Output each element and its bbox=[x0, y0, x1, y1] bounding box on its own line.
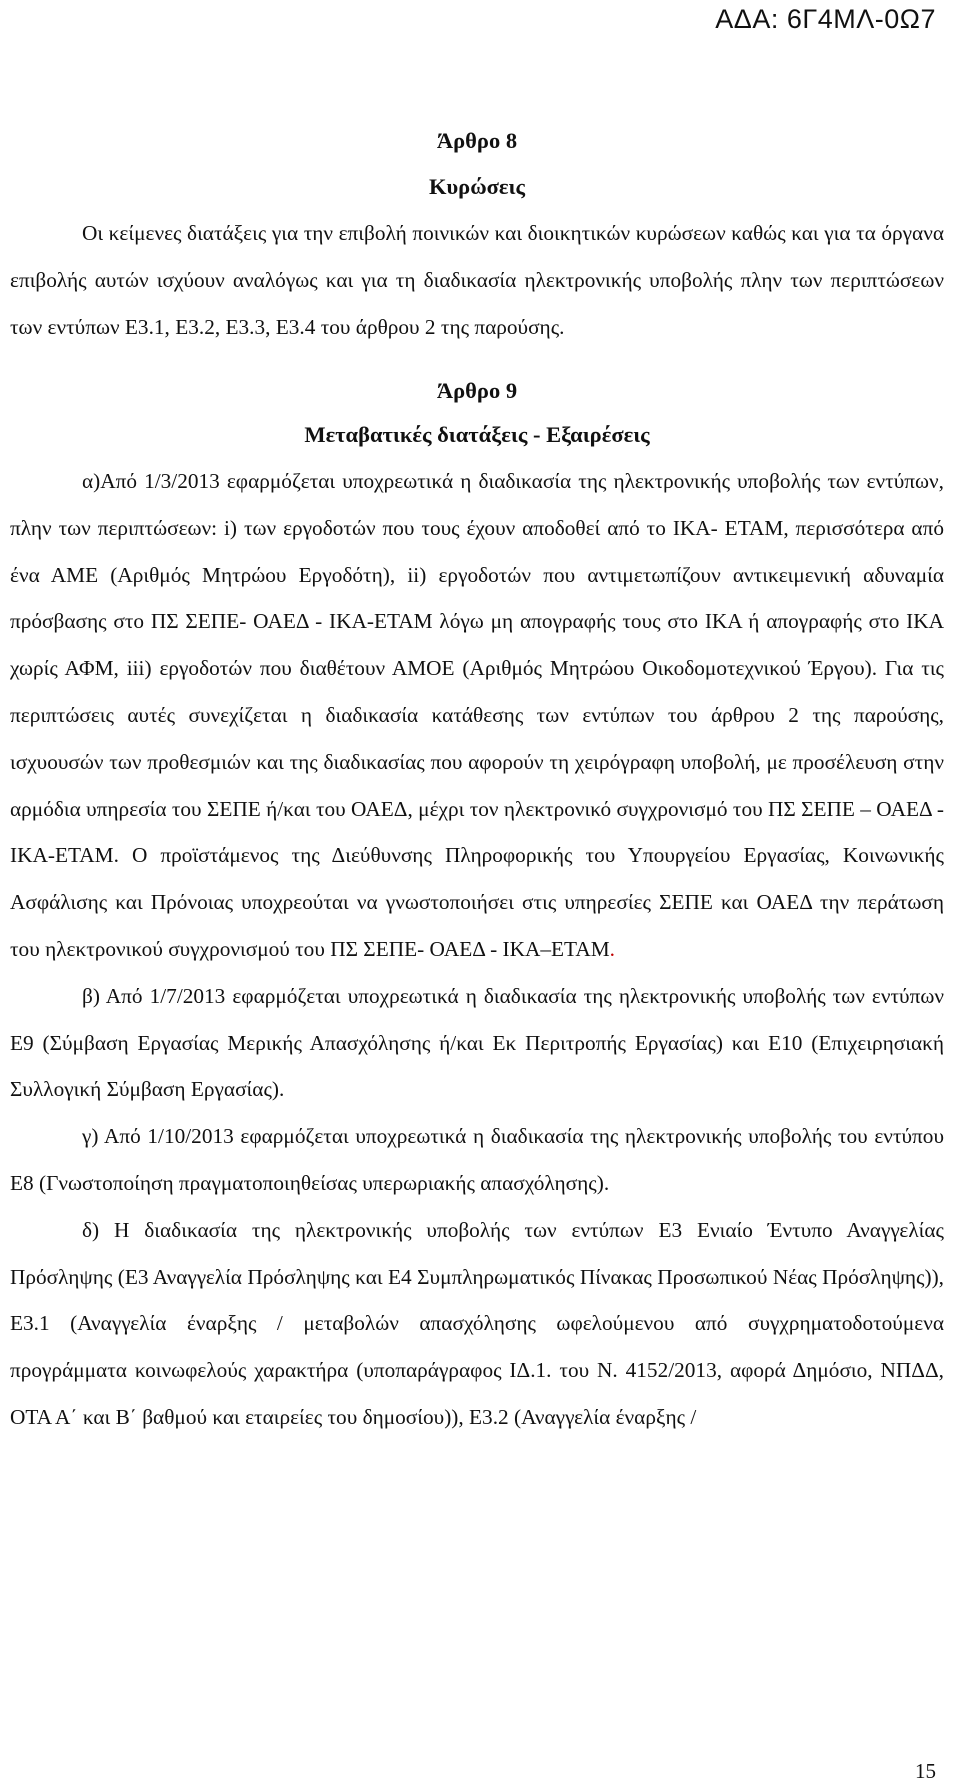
article-9-text bbox=[10, 458, 944, 1441]
article-9-number: Άρθρο 9 bbox=[436, 378, 518, 403]
article-9-title: Μεταβατικές διατάξεις - Εξαιρέσεις bbox=[304, 422, 650, 447]
paragraph-a-end: . bbox=[609, 936, 615, 961]
page-number: 15 bbox=[915, 1759, 936, 1783]
article-8-text bbox=[10, 210, 944, 350]
paragraph-c: γ) Από 1/10/2013 εφαρμόζεται υποχρεωτικά η διαδικασία της ηλεκτρονικής υποβολής του εντύπου Ε8 (Γνωστοποίηση πραγματοποιηθείσας υπερωριακής απασχόλησης). bbox=[10, 1124, 944, 1195]
ada-code: ΑΔΑ: 6Γ4ΜΛ-0Ω7 bbox=[715, 4, 936, 34]
paragraph-d: δ) Η διαδικασία της ηλεκτρονικής υποβολής των εντύπων Ε3 Ενιαίο Έντυπο Αναγγελίας Πρόσληψης (Ε3 Αναγγελία Πρόσληψης και Ε4 Συμπληρωματικός Πίνακας Προσωπικού Νέας Πρόσληψης)), Ε3.1 (Αναγγελία έναρξης / μεταβολών απασχόλησης ωφελούμενου από συγχρηματοδοτούμενα προγράμματα κοινωφελούς χαρακτήρα (υποπαράγραφος ΙΔ.1. του Ν. 4152/2013, αφορά Δημόσιο, ΝΠΔΔ, ΟΤΑ Α΄ και Β΄ βαθμού και εταιρείες του δημοσίου)), Ε3.2 (Αναγγελία έναρξης / bbox=[10, 1217, 944, 1429]
paragraph-a bbox=[10, 458, 944, 973]
paragraph-a-text: α)Από 1/3/2013 εφαρμόζεται υποχρεωτικά η διαδικασία της ηλεκτρονικής υποβολής των εντύπων, πλην των περιπτώσεων: i) των εργοδοτών που τους έχουν αποδοθεί από το ΙΚΑ- ΕΤΑΜ, περισσότερα από ένα ΑΜΕ (Αριθμός Μητρώου Εργοδότη), ii) εργοδοτών που αντιμετωπίζουν αντικειμενική αδυναμία πρόσβασης στο ΠΣ ΣΕΠΕ- ΟΑΕΔ - ΙΚΑ-ΕΤΑΜ λόγω μη απογραφής τους στο ΙΚΑ ή απογραφής στο ΙΚΑ χωρίς ΑΦΜ, iii) εργοδοτών που διαθέτουν ΑΜΟΕ (Αριθμός Μητρώου Οικοδομοτεχνικού Έργου). Για τις περιπτώσεις αυτές συνεχίζεται η διαδικασία κατάθεσης των εντύπων του άρθρου 2 της παρούσης, ισχυουσών των προθεσμιών και της διαδικασίας που αφορούν τη χειρόγραφη υποβολή, με προσέλευση στην αρμόδια υπηρεσία του ΣΕΠΕ ή/και του ΟΑΕΔ, μέχρι τον ηλεκτρονικό συγχρονισμό του ΠΣ ΣΕΠΕ – ΟΑΕΔ - ΙΚΑ-ΕΤΑΜ. Ο προϊστάμενος της Διεύθυνσης Πληροφορικής του Υπουργείου Εργασίας, Κοινωνικής Ασφάλισης και Πρόνοιας υποχρεούται να γνωστοποιήσει στις υπηρεσίες ΣΕΠΕ και ΟΑΕΔ την περάτωση του ηλεκτρονικού συγχρονισμού του ΠΣ ΣΕΠΕ- ΟΑΕΔ - ΙΚΑ–ΕΤΑΜ bbox=[10, 469, 944, 961]
article-8-title: Κυρώσεις bbox=[429, 174, 525, 199]
article-8-number: Άρθρο 8 bbox=[436, 128, 518, 153]
article-8-paragraph: Οι κείμενες διατάξεις για την επιβολή ποινικών και διοικητικών κυρώσεων καθώς και για τα όργανα επιβολής αυτών ισχύουν αναλόγως και για τη διαδικασία ηλεκτρονικής υποβολής πλην των περιπτώσεων των εντύπων Ε3.1, Ε3.2, Ε3.3, Ε3.4 του άρθρου 2 της παρούσης. bbox=[10, 221, 944, 339]
paragraph-b: β) Από 1/7/2013 εφαρμόζεται υποχρεωτικά η διαδικασία της ηλεκτρονικής υποβολής των εντύπων Ε9 (Σύμβαση Εργασίας Μερικής Απασχόλησης ή/και Εκ Περιτροπής Εργασίας) και Ε10 (Επιχειρησιακή Συλλογική Σύμβαση Εργασίας). bbox=[10, 983, 944, 1102]
